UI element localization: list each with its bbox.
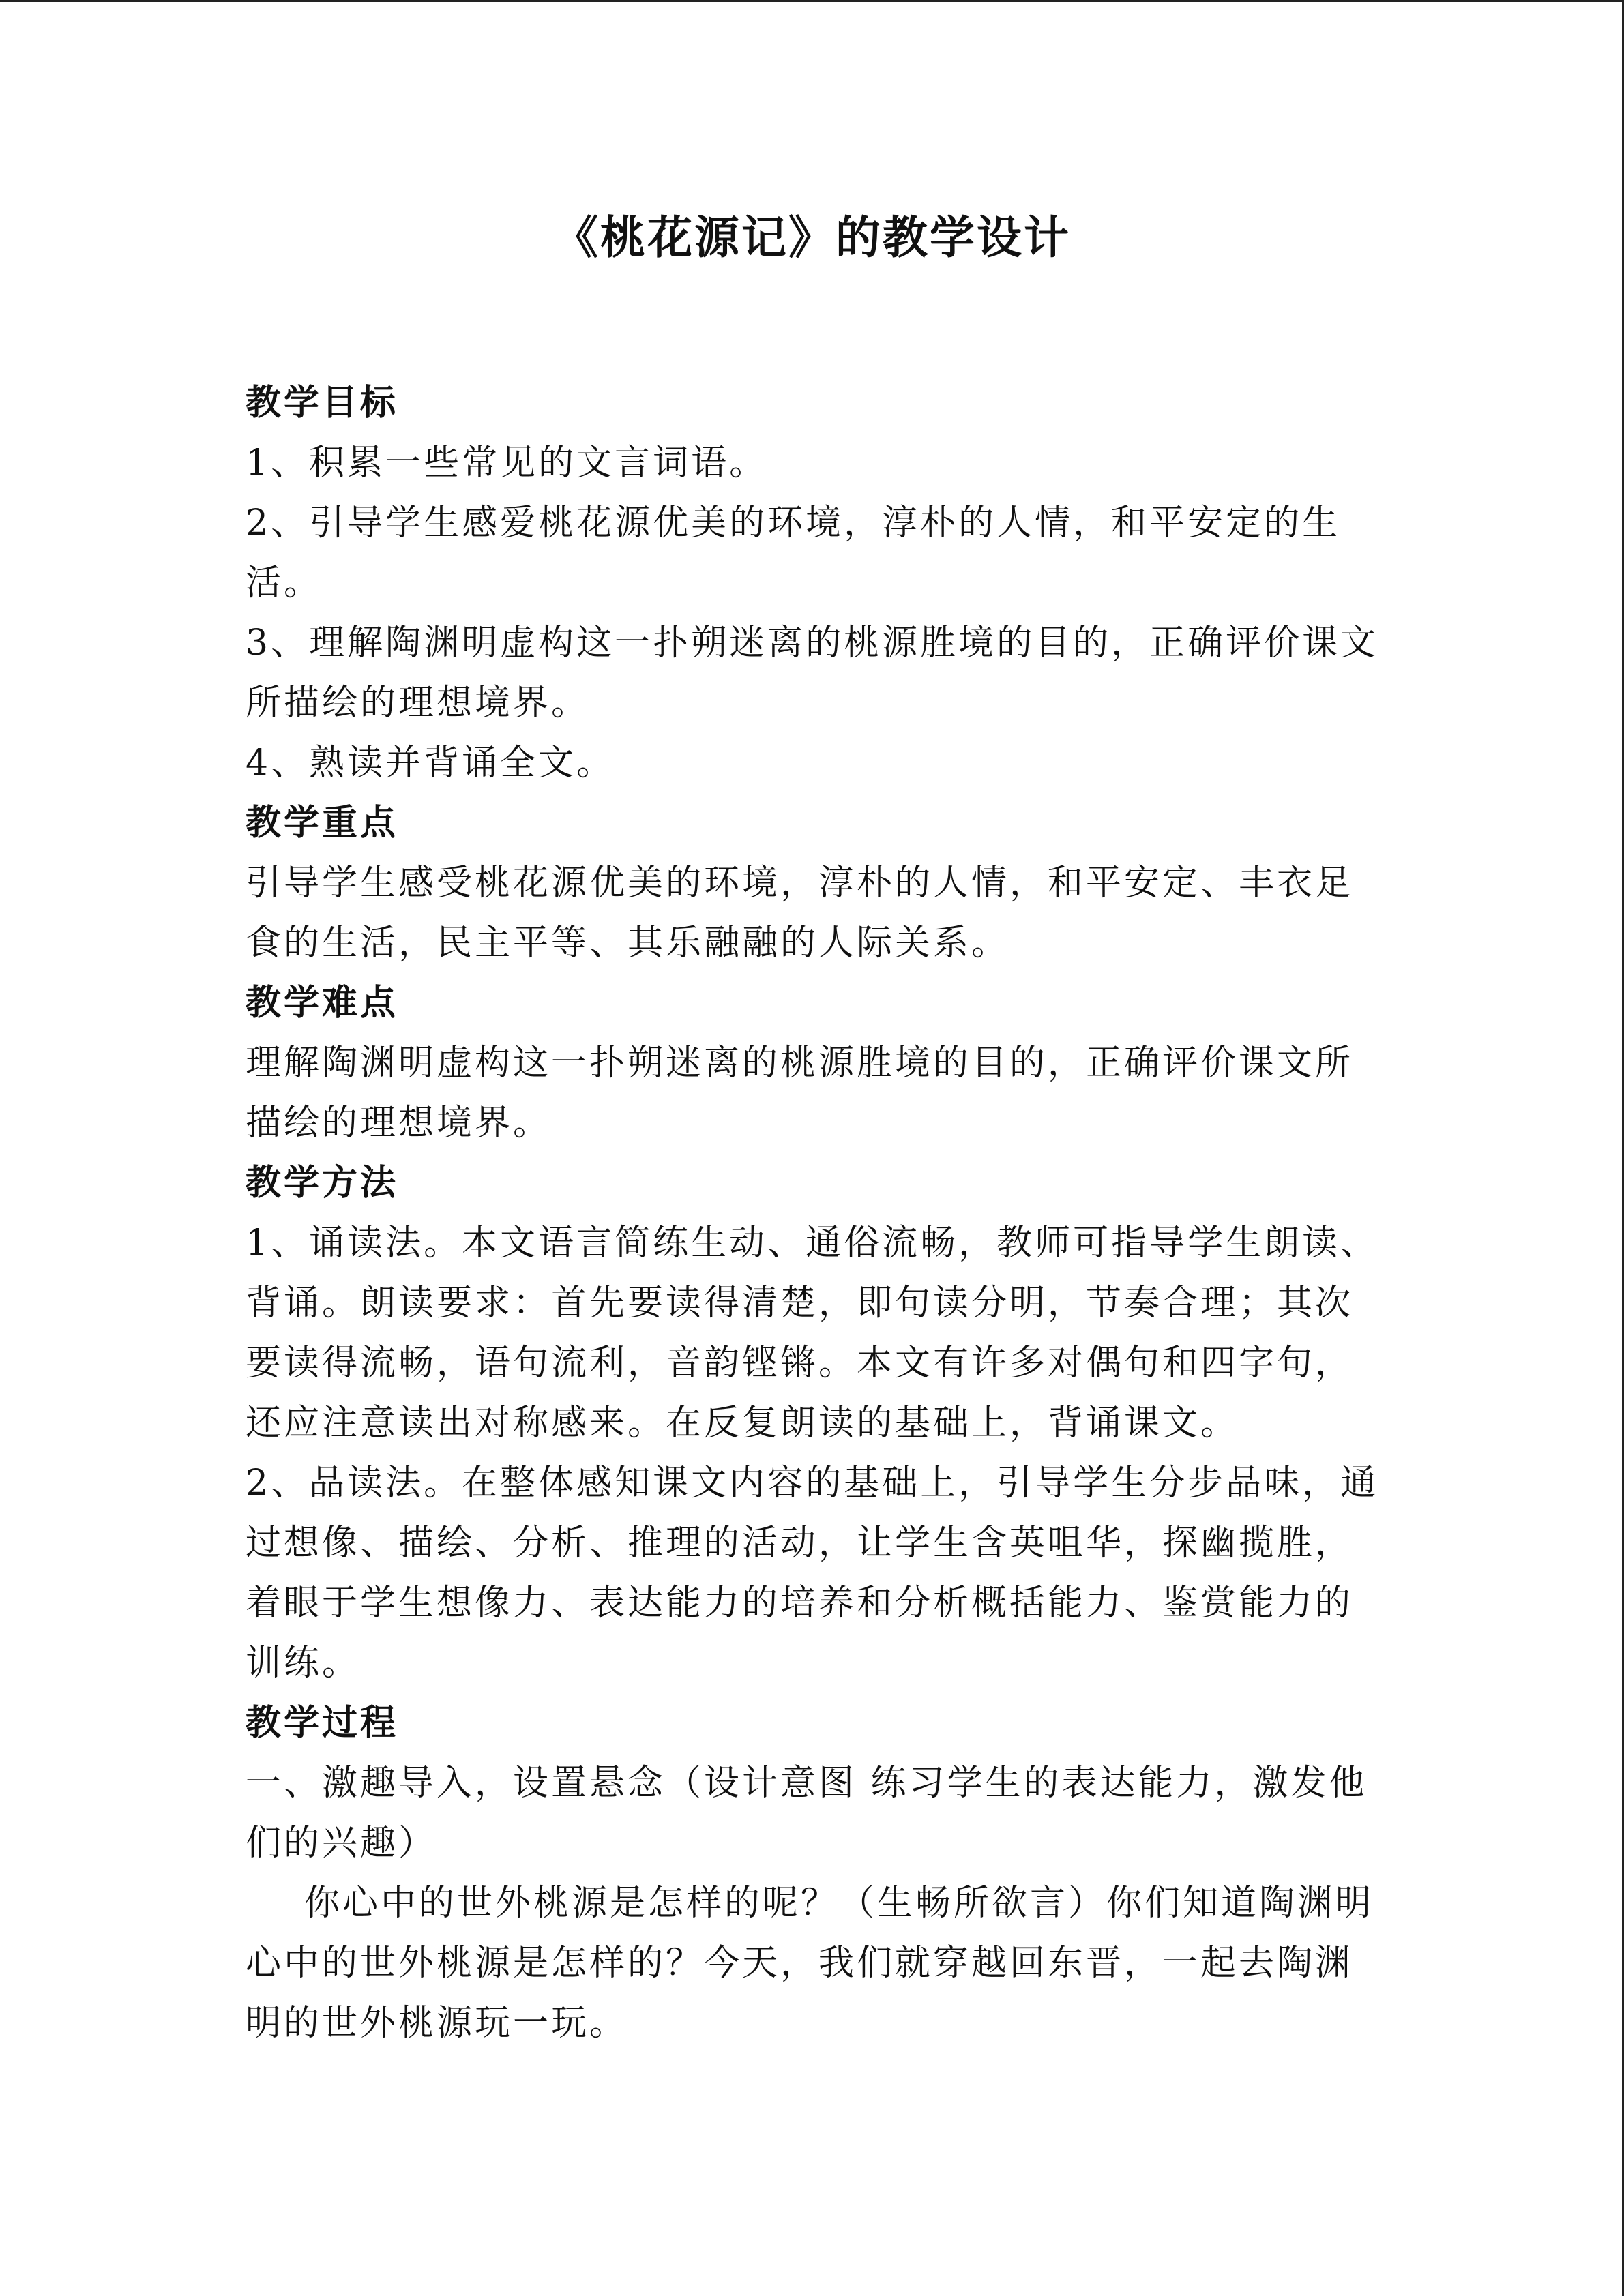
text-line: 4、熟读并背诵全文。 <box>246 743 615 784</box>
text-line: 2、品读法。在整体感知课文内容的基础上，引导学生分步品味，通 <box>246 1463 1379 1504</box>
text-line: 背诵。朗读要求：首先要读得清楚，即句读分明，节奏合理；其次 <box>246 1283 1354 1324</box>
section-heading: 教学重点 <box>246 802 399 844</box>
section-heading: 教学方法 <box>246 1162 399 1204</box>
page-title: 《桃花源记》的教学设计 <box>553 211 1071 264</box>
text-line: 1、诵读法。本文语言简练生动、通俗流畅，教师可指导学生朗读、 <box>246 1223 1379 1264</box>
text-line: 还应注意读出对称感来。在反复朗读的基础上，背诵课文。 <box>246 1403 1239 1444</box>
text-line: 们的兴趣） <box>246 1823 437 1864</box>
text-line: 要读得流畅，语句流利，音韵铿锵。本文有许多对偶句和四字句， <box>246 1343 1354 1384</box>
text-line: 所描绘的理想境界。 <box>246 683 590 724</box>
text-line: 3、理解陶渊明虚构这一扑朔迷离的桃源胜境的目的，正确评价课文 <box>246 623 1379 664</box>
text-line: 2、引导学生感爱桃花源优美的环境，淳朴的人情，和平安定的生 <box>246 503 1341 543</box>
text-line: 明的世外桃源玩一玩。 <box>246 2003 628 2044</box>
text-line: 着眼于学生想像力、表达能力的培养和分析概括能力、鉴赏能力的 <box>246 1583 1354 1624</box>
text-line: 你心中的世外桃源是怎样的呢？（生畅所欲言）你们知道陶渊明 <box>304 1883 1374 1924</box>
text-line: 活。 <box>246 563 323 603</box>
section-heading: 教学目标 <box>246 382 399 423</box>
text-line: 描绘的理想境界。 <box>246 1103 552 1144</box>
text-line: 理解陶渊明虚构这一扑朔迷离的桃源胜境的目的，正确评价课文所 <box>246 1043 1354 1084</box>
text-line: 食的生活，民主平等、其乐融融的人际关系。 <box>246 923 1010 964</box>
text-line: 训练。 <box>246 1643 361 1684</box>
section-heading: 教学过程 <box>246 1702 399 1744</box>
text-line: 1、积累一些常见的文言词语。 <box>246 443 768 483</box>
text-line: 引导学生感受桃花源优美的环境，淳朴的人情，和平安定、丰衣足 <box>246 863 1354 904</box>
section-heading: 教学难点 <box>246 982 399 1024</box>
text-line: 一、激趣导入，设置悬念（设计意图 练习学生的表达能力，激发他 <box>246 1763 1368 1804</box>
text-line: 心中的世外桃源是怎样的？今天，我们就穿越回东晋，一起去陶渊 <box>246 1943 1354 1984</box>
document-body <box>246 373 1378 2053</box>
text-line: 过想像、描绘、分析、推理的活动，让学生含英咀华，探幽揽胜， <box>246 1523 1354 1564</box>
